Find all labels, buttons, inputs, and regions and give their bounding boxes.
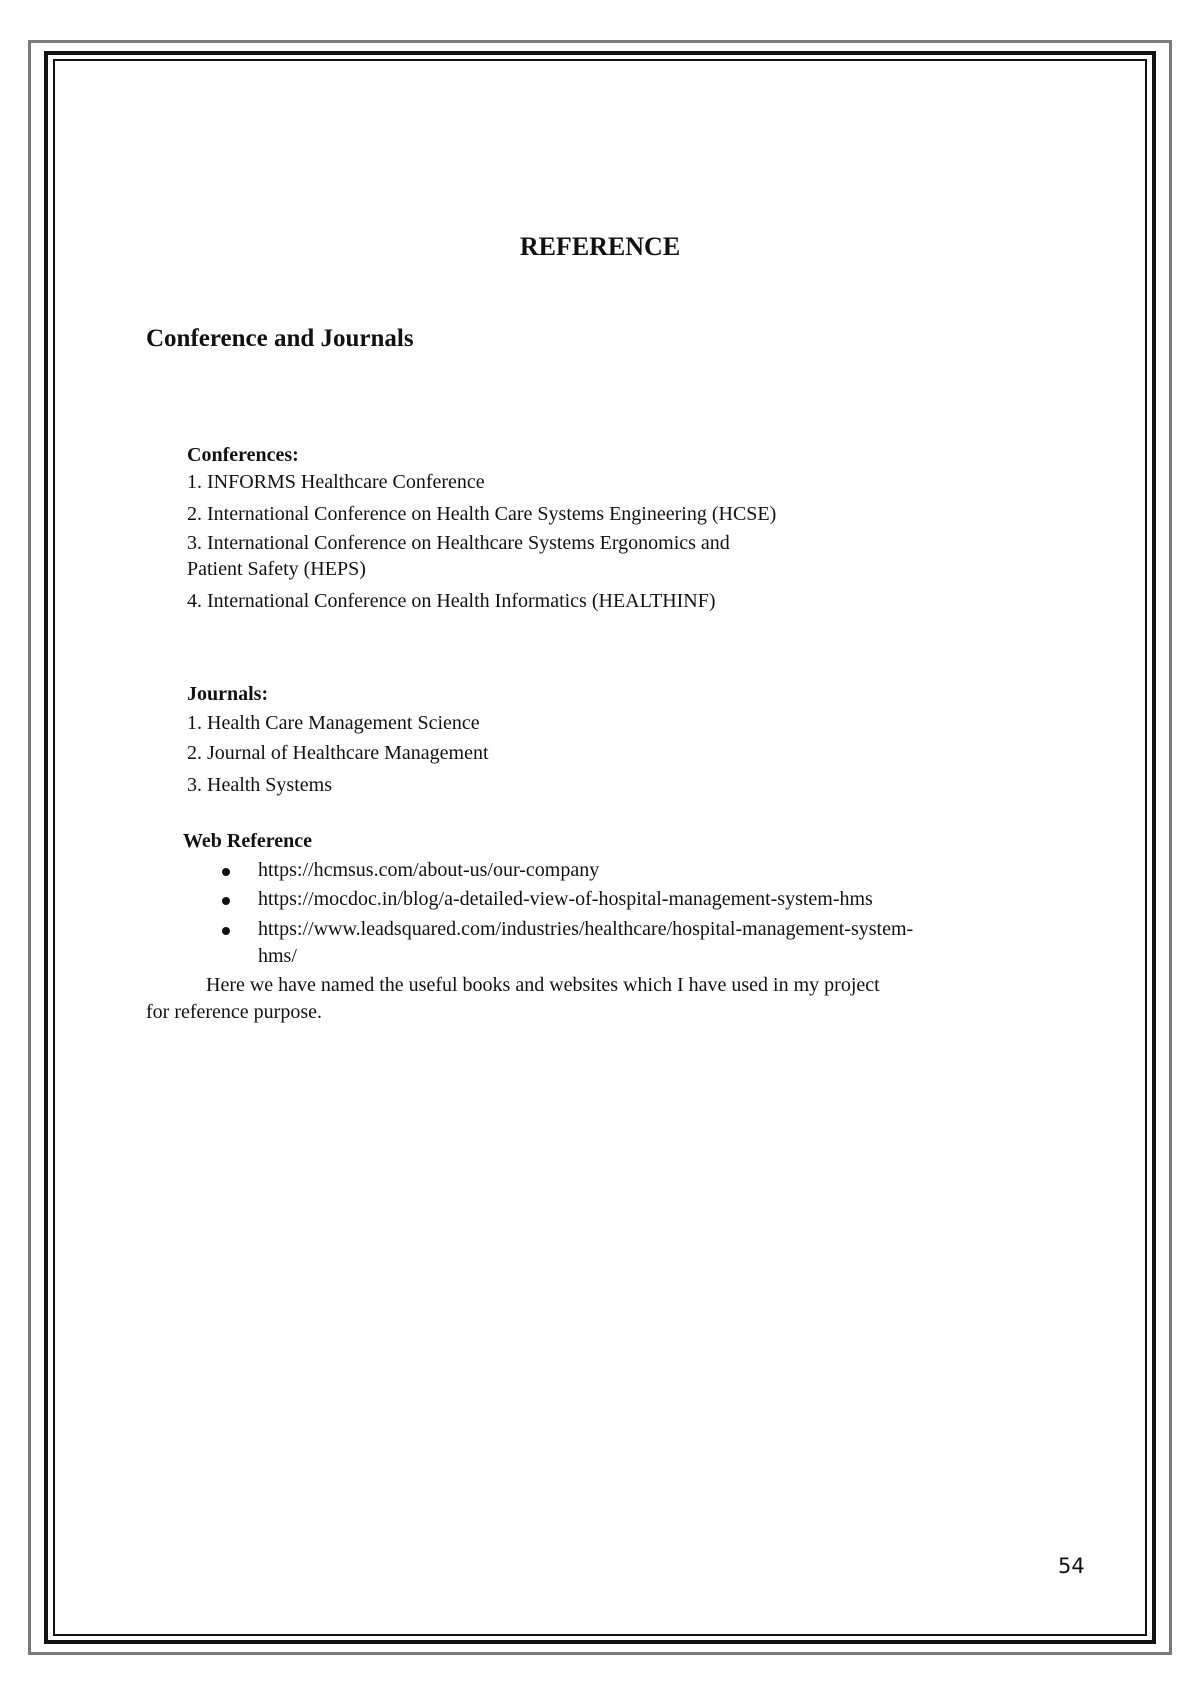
conference-item: 3. International Conference on Healthcare Systems Ergonomics and bbox=[187, 532, 730, 554]
conference-item: 4. International Conference on Health Informatics (HEALTHINF) bbox=[187, 590, 716, 612]
web-reference-heading: Web Reference bbox=[183, 830, 313, 852]
bullet-icon bbox=[222, 897, 230, 905]
web-link[interactable]: https://www.leadsquared.com/industries/healthcare/hospital-management-system- bbox=[258, 918, 914, 940]
page-number: 54 bbox=[1058, 1554, 1085, 1578]
bullet-icon bbox=[222, 868, 230, 876]
conferences-heading: Conferences: bbox=[187, 444, 299, 466]
journal-item: 1. Health Care Management Science bbox=[187, 712, 480, 734]
closing-paragraph-line: for reference purpose. bbox=[146, 1001, 323, 1023]
journals-heading: Journals: bbox=[187, 683, 269, 705]
closing-paragraph-line: Here we have named the useful books and websites which I have used in my project bbox=[206, 974, 880, 996]
conference-item: 2. International Conference on Health Care Systems Engineering (HCSE) bbox=[187, 503, 777, 525]
page-title: REFERENCE bbox=[519, 232, 681, 261]
section-heading: Conference and Journals bbox=[146, 325, 414, 352]
conference-item-continuation: Patient Safety (HEPS) bbox=[187, 558, 366, 580]
web-link-continuation[interactable]: hms/ bbox=[258, 945, 297, 967]
web-link[interactable]: https://mocdoc.in/blog/a-detailed-view-of-hospital-management-system-hms bbox=[258, 888, 873, 910]
conference-item: 1. INFORMS Healthcare Conference bbox=[187, 471, 485, 493]
bullet-icon bbox=[222, 927, 230, 935]
journal-item: 3. Health Systems bbox=[187, 774, 332, 796]
journal-item: 2. Journal of Healthcare Management bbox=[187, 742, 489, 764]
web-link[interactable]: https://hcmsus.com/about-us/our-company bbox=[258, 859, 600, 881]
